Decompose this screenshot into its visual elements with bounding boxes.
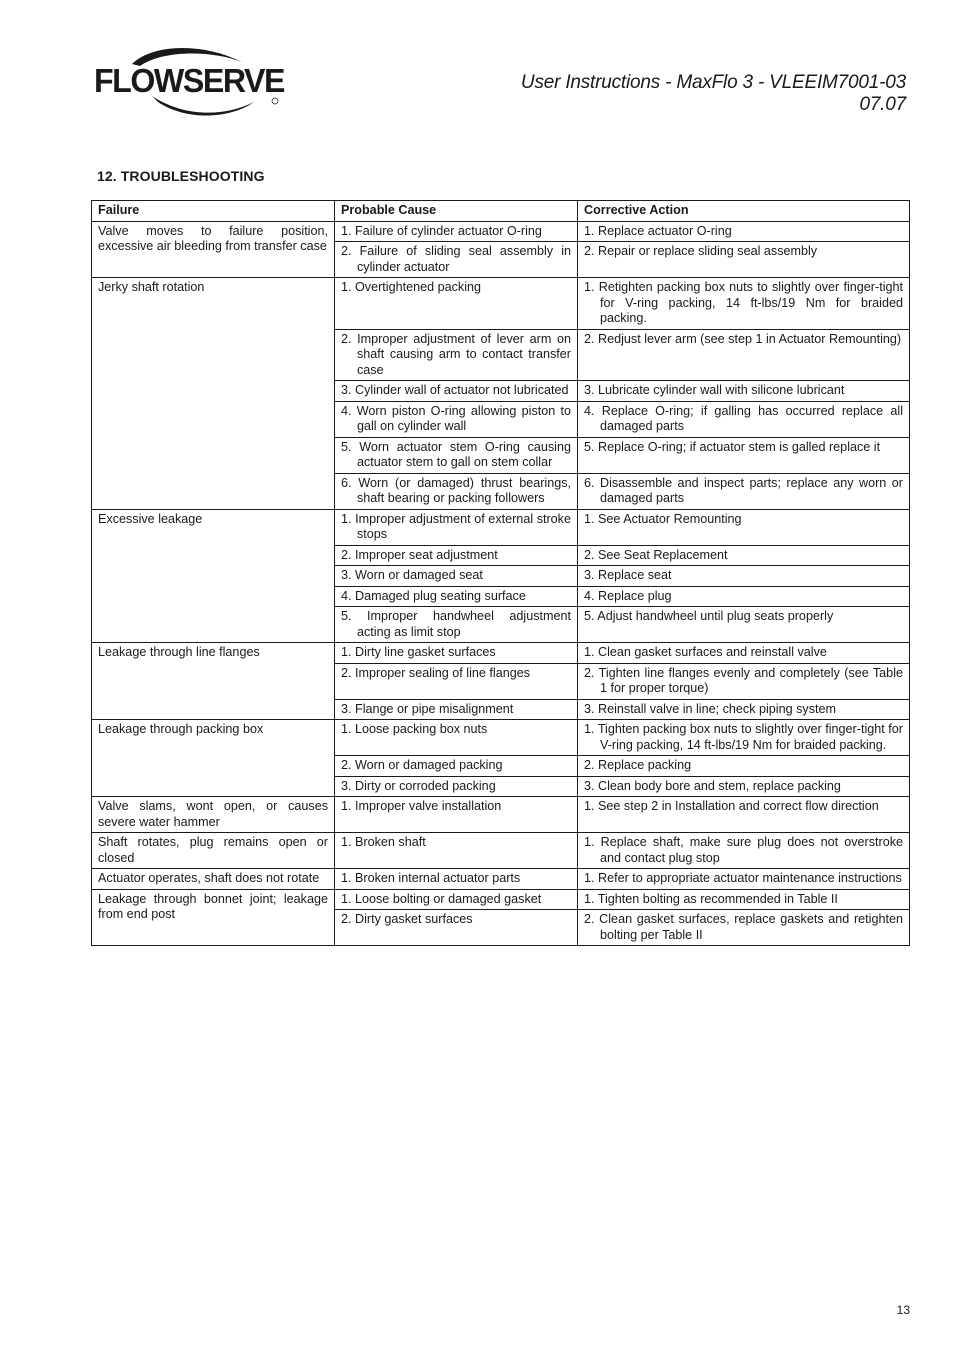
corrective-action-text: 3. Clean body bore and stem, replace packing bbox=[584, 778, 841, 793]
failure-cell bbox=[92, 221, 335, 278]
failure-text: Valve slams, wont open, or causes severe water hammer bbox=[98, 799, 328, 829]
probable-cause-text: 3. Cylinder wall of actuator not lubricated bbox=[341, 383, 569, 397]
corrective-action-text: 3. Lubricate cylinder wall with silicone lubricant bbox=[584, 383, 845, 397]
probable-cause-cell bbox=[335, 797, 578, 833]
probable-cause-text: 2. Improper sealing of line flanges bbox=[341, 665, 531, 680]
probable-cause-text: 1. Loose bolting or damaged gasket bbox=[341, 891, 542, 906]
probable-cause-text: 1. Loose packing box nuts bbox=[341, 722, 488, 736]
probable-cause-text: 5. Improper handwheel adjustment acting as limit stop bbox=[341, 609, 571, 639]
corrective-action-cell bbox=[578, 607, 910, 643]
probable-cause-text: 2. Failure of sliding seal assembly in cylinder actuator bbox=[341, 244, 571, 274]
flowserve-logo-mark bbox=[92, 44, 288, 120]
probable-cause-cell bbox=[335, 586, 578, 607]
corrective-action-cell bbox=[578, 221, 910, 242]
brand-wordmark: FLOWSERVE bbox=[94, 62, 285, 99]
probable-cause-text: 1. Overtightened packing bbox=[341, 280, 482, 294]
probable-cause-cell bbox=[335, 242, 578, 278]
corrective-action-cell bbox=[578, 910, 910, 946]
failure-text: Excessive leakage bbox=[98, 511, 203, 526]
probable-cause-text: 2. Dirty gasket surfaces bbox=[341, 912, 473, 926]
probable-cause-text: 1. Failure of cylinder actuator O-ring bbox=[341, 223, 542, 238]
corrective-action-text: 2. Redjust lever arm (see step 1 in Actuator Remounting) bbox=[584, 331, 902, 346]
corrective-action-cell bbox=[578, 242, 910, 278]
corrective-action-cell bbox=[578, 586, 910, 607]
corrective-action-cell bbox=[578, 643, 910, 664]
corrective-action-text: 1. Tighten packing box nuts to slightly over finger-tight for V-ring packing, 14 ft-lbs/19 Nm for braided packing. bbox=[584, 722, 903, 752]
page-number: 13 bbox=[896, 1303, 910, 1317]
probable-cause-cell bbox=[335, 663, 578, 699]
probable-cause-cell bbox=[335, 756, 578, 777]
table-row bbox=[92, 889, 910, 910]
table-header-row bbox=[92, 201, 910, 222]
corrective-action-cell bbox=[578, 663, 910, 699]
probable-cause-text: 1. Broken internal actuator parts bbox=[341, 871, 521, 885]
flowserve-logo bbox=[92, 44, 288, 120]
corrective-action-cell bbox=[578, 720, 910, 756]
probable-cause-text: 1. Dirty line gasket surfaces bbox=[341, 645, 496, 659]
corrective-action-cell bbox=[578, 437, 910, 473]
corrective-action-text: 2. Tighten line flanges evenly and completely (see Table 1 for proper torque) bbox=[584, 665, 903, 695]
probable-cause-cell bbox=[335, 509, 578, 545]
column-header-corrective-action: Corrective Action bbox=[578, 201, 910, 222]
probable-cause-cell bbox=[335, 833, 578, 869]
table-row bbox=[92, 509, 910, 545]
troubleshooting-table bbox=[91, 200, 910, 946]
table-row bbox=[92, 720, 910, 756]
probable-cause-cell bbox=[335, 545, 578, 566]
probable-cause-text: 3. Worn or damaged seat bbox=[341, 568, 483, 582]
failure-cell bbox=[92, 509, 335, 643]
probable-cause-cell bbox=[335, 329, 578, 381]
probable-cause-cell bbox=[335, 720, 578, 756]
column-header-probable-cause: Probable Cause bbox=[335, 201, 578, 222]
column-header-failure: Failure bbox=[92, 201, 335, 222]
corrective-action-cell bbox=[578, 381, 910, 402]
failure-cell bbox=[92, 720, 335, 797]
failure-text: Actuator operates, shaft does not rotate bbox=[98, 871, 320, 885]
probable-cause-cell bbox=[335, 381, 578, 402]
corrective-action-cell bbox=[578, 833, 910, 869]
corrective-action-cell bbox=[578, 566, 910, 587]
failure-cell bbox=[92, 278, 335, 510]
corrective-action-text: 6. Disassemble and inspect parts; replace any worn or damaged parts bbox=[584, 475, 903, 505]
failure-cell bbox=[92, 869, 335, 890]
probable-cause-cell bbox=[335, 437, 578, 473]
failure-cell bbox=[92, 889, 335, 946]
probable-cause-cell bbox=[335, 889, 578, 910]
corrective-action-cell bbox=[578, 869, 910, 890]
failure-text: Leakage through line flanges bbox=[98, 645, 260, 659]
corrective-action-cell bbox=[578, 545, 910, 566]
probable-cause-cell bbox=[335, 473, 578, 509]
corrective-action-text: 2. Clean gasket surfaces, replace gaskets and retighten bolting per Table II bbox=[584, 912, 903, 942]
corrective-action-text: 1. Clean gasket surfaces and reinstall valve bbox=[584, 645, 827, 659]
corrective-action-text: 1. Retighten packing box nuts to slightly over finger-tight for V-ring packing, 14 ft-lbs/19 Nm for braided packing. bbox=[584, 280, 903, 325]
probable-cause-text: 2. Improper adjustment of lever arm on shaft causing arm to contact transfer case bbox=[341, 331, 571, 377]
table-row bbox=[92, 643, 910, 664]
failure-text: Leakage through bonnet joint; leakage from end post bbox=[98, 891, 328, 921]
corrective-action-text: 1. Refer to appropriate actuator maintenance instructions bbox=[584, 871, 902, 885]
probable-cause-text: 4. Worn piston O-ring allowing piston to gall on cylinder wall bbox=[341, 403, 571, 433]
corrective-action-text: 2. Replace packing bbox=[584, 758, 692, 772]
corrective-action-text: 1. Tighten bolting as recommended in Table II bbox=[584, 891, 838, 906]
probable-cause-cell bbox=[335, 699, 578, 720]
probable-cause-text: 1. Improper valve installation bbox=[341, 799, 502, 813]
corrective-action-text: 1. Replace shaft, make sure plug does not overstroke and contact plug stop bbox=[584, 835, 903, 865]
corrective-action-cell bbox=[578, 756, 910, 777]
failure-text: Jerky shaft rotation bbox=[98, 280, 205, 294]
failure-cell bbox=[92, 833, 335, 869]
probable-cause-cell bbox=[335, 910, 578, 946]
failure-text: Leakage through packing box bbox=[98, 722, 264, 736]
corrective-action-cell bbox=[578, 509, 910, 545]
failure-text: Valve moves to failure position, excessive air bleeding from transfer case bbox=[98, 223, 328, 253]
probable-cause-text: 4. Damaged plug seating surface bbox=[341, 588, 526, 603]
failure-text: Shaft rotates, plug remains open or closed bbox=[98, 835, 328, 865]
corrective-action-text: 5. Adjust handwheel until plug seats properly bbox=[584, 609, 834, 623]
corrective-action-text: 4. Replace plug bbox=[584, 588, 672, 603]
probable-cause-text: 3. Flange or pipe misalignment bbox=[341, 701, 514, 716]
corrective-action-cell bbox=[578, 278, 910, 330]
table-row bbox=[92, 833, 910, 869]
corrective-action-cell bbox=[578, 797, 910, 833]
probable-cause-text: 6. Worn (or damaged) thrust bearings, shaft bearing or packing followers bbox=[341, 475, 571, 505]
probable-cause-cell bbox=[335, 401, 578, 437]
corrective-action-text: 3. Replace seat bbox=[584, 568, 672, 582]
table-row bbox=[92, 221, 910, 242]
corrective-action-cell bbox=[578, 889, 910, 910]
corrective-action-text: 3. Reinstall valve in line; check piping system bbox=[584, 701, 836, 716]
probable-cause-text: 1. Broken shaft bbox=[341, 835, 426, 849]
corrective-action-text: 1. Replace actuator O-ring bbox=[584, 223, 732, 238]
corrective-action-text: 4. Replace O-ring; if galling has occurred replace all damaged parts bbox=[584, 403, 903, 433]
failure-cell bbox=[92, 643, 335, 720]
probable-cause-text: 1. Improper adjustment of external stroke stops bbox=[341, 511, 571, 541]
probable-cause-text: 3. Dirty or corroded packing bbox=[341, 778, 496, 793]
corrective-action-cell bbox=[578, 473, 910, 509]
table-body bbox=[92, 221, 910, 946]
probable-cause-cell bbox=[335, 221, 578, 242]
document-title: User Instructions - MaxFlo 3 - VLEEIM7001-03 07.07 bbox=[520, 72, 906, 115]
probable-cause-cell bbox=[335, 566, 578, 587]
probable-cause-cell bbox=[335, 776, 578, 797]
section-heading: 12. TROUBLESHOOTING bbox=[97, 168, 265, 184]
corrective-action-cell bbox=[578, 329, 910, 381]
corrective-action-text: 1. See Actuator Remounting bbox=[584, 511, 742, 526]
table-row bbox=[92, 869, 910, 890]
probable-cause-text: 2. Worn or damaged packing bbox=[341, 758, 503, 772]
corrective-action-cell bbox=[578, 776, 910, 797]
probable-cause-cell bbox=[335, 607, 578, 643]
probable-cause-text: 5. Worn actuator stem O-ring causing actuator stem to gall on stem collar bbox=[341, 439, 571, 469]
probable-cause-cell bbox=[335, 278, 578, 330]
corrective-action-text: 2. Repair or replace sliding seal assembly bbox=[584, 244, 818, 258]
probable-cause-cell bbox=[335, 869, 578, 890]
corrective-action-cell bbox=[578, 699, 910, 720]
corrective-action-text: 2. See Seat Replacement bbox=[584, 547, 728, 562]
corrective-action-text: 1. See step 2 in Installation and correct flow direction bbox=[584, 799, 879, 813]
failure-cell bbox=[92, 797, 335, 833]
table-row bbox=[92, 278, 910, 330]
corrective-action-text: 5. Replace O-ring; if actuator stem is galled replace it bbox=[584, 439, 881, 454]
probable-cause-text: 2. Improper seat adjustment bbox=[341, 547, 498, 562]
probable-cause-cell bbox=[335, 643, 578, 664]
corrective-action-cell bbox=[578, 401, 910, 437]
table-row bbox=[92, 797, 910, 833]
